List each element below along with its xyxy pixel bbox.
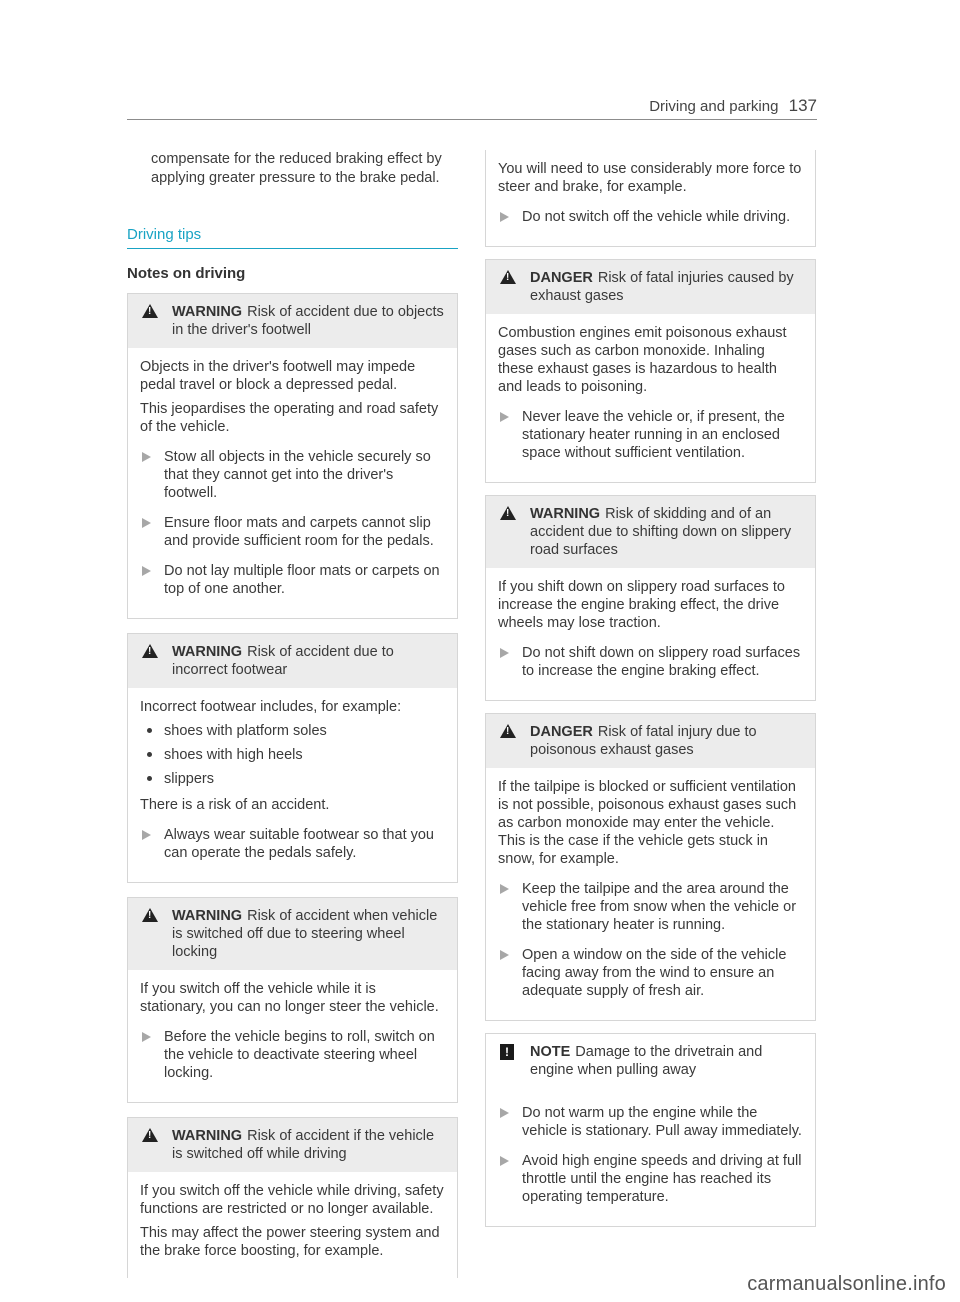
page-number: 137 [788,96,817,115]
instruction-step [140,514,445,550]
box-head [128,634,457,688]
warning-title: Risk of accident due to objects in the driver's footwell [172,304,444,338]
instruction-step [498,1152,803,1206]
danger-title: Risk of fatal injuries caused by exhaust gases [530,270,794,304]
bullet-item [140,722,445,740]
warning-keyword: WARNING [530,506,601,522]
bullet-text: shoes with high heels [164,747,303,763]
paragraph: If the tailpipe is blocked or sufficient ventilation is not possible, poisonous exhaust gases such as carbon monoxide may enter the vehicle. This is the case if the vehicle gets stuck in snow, for example. [498,779,797,867]
paragraph: Incorrect footwear includes, for example: [140,699,402,715]
step-text: Do not switch off the vehicle while driving. [522,209,791,225]
warning-box-continued [485,150,816,247]
warning-keyword: WARNING [172,644,243,660]
step-arrow-icon [142,830,151,840]
warning-triangle-icon [500,270,516,284]
box-body [486,1088,815,1226]
box-body [486,768,815,1020]
box-head [486,260,815,314]
note-keyword: NOTE [530,1044,571,1060]
warning-keyword: WARNING [172,1128,243,1144]
instruction-step [498,408,803,462]
warning-triangle-icon [142,304,158,318]
instruction-step [498,1104,803,1140]
box-body [128,688,457,882]
box-body [128,1172,457,1278]
warning-triangle-icon [142,1128,158,1142]
paragraph: Combustion engines emit poisonous exhaust gases such as carbon monoxide. Inhaling these exhaust gases is hazardous to health and leads to poisoning. [498,325,787,395]
warning-title: Risk of accident when vehicle is switched off due to steering wheel locking [172,908,438,960]
box-head [486,1034,815,1088]
box-body [486,314,815,482]
warning-triangle-icon [142,644,158,658]
step-arrow-icon [500,1108,509,1118]
warning-box-footwear [127,633,458,883]
step-arrow-icon [142,1032,151,1042]
instruction-step [498,644,803,680]
section-title: Driving tips [127,226,458,249]
warning-title: Risk of skidding and of an accident due to shifting down on slippery road surfaces [530,506,792,558]
warning-title: Risk of accident if the vehicle is switched off while driving [172,1128,435,1162]
paragraph: Objects in the driver's footwell may impede pedal travel or block a depressed pedal. [140,359,416,393]
step-text: Never leave the vehicle or, if present, the stationary heater running in an enclosed space without sufficient ventilation. [522,409,785,461]
intro-text: compensate for the reduced braking effect by applying greater pressure to the brake pedal. [151,151,442,186]
warning-triangle-icon [142,908,158,922]
step-text: Ensure floor mats and carpets cannot slip and provide sufficient room for the pedals. [164,515,434,549]
warning-triangle-icon [500,724,516,738]
header-section: Driving and parking [649,98,779,115]
paragraph: You will need to use considerably more force to steer and brake, for example. [498,161,802,195]
paragraph: If you switch off the vehicle while it is stationary, you can no longer steer the vehicle. [140,981,439,1015]
step-arrow-icon [500,884,509,894]
danger-keyword: DANGER [530,270,593,286]
step-text: Do not shift down on slippery road surfaces to increase the engine braking effect. [522,645,801,679]
page-header [649,96,817,116]
warning-triangle-icon [500,506,516,520]
step-arrow-icon [142,518,151,528]
step-text: Stow all objects in the vehicle securely so that they cannot get into the driver's footwell. [164,449,431,501]
warning-keyword: WARNING [172,908,243,924]
warning-box-objects [127,293,458,619]
right-column [485,150,816,1227]
left-column [127,150,458,1278]
instruction-step [140,562,445,598]
instruction-step [140,448,445,502]
note-box-drivetrain [485,1033,816,1227]
danger-title: Risk of fatal injury due to poisonous exhaust gases [530,724,757,758]
instruction-step [140,1028,445,1082]
paragraph: If you shift down on slippery road surfaces to increase the engine braking effect, the drive wheels may lose traction. [498,579,785,631]
step-text: Do not warm up the engine while the vehicle is stationary. Pull away immediately. [522,1105,802,1139]
box-body [486,150,815,246]
watermark: carmanualsonline.info [747,1273,946,1295]
step-text: Keep the tailpipe and the area around the vehicle free from snow when the vehicle or the stationary heater is running. [522,881,797,933]
subsection-title: Notes on driving [127,265,246,282]
bullet-text: shoes with platform soles [164,723,327,739]
bullet-item [140,770,445,788]
warning-box-steering-lock [127,897,458,1103]
bullet-dot-icon [147,752,152,757]
note-title: Damage to the drivetrain and engine when pulling away [530,1044,763,1078]
paragraph: If you switch off the vehicle while driving, safety functions are restricted or no longer available. [140,1183,444,1217]
step-arrow-icon [500,1156,509,1166]
warning-box-switched-off [127,1117,458,1278]
header-rule [127,119,817,120]
danger-box-exhaust [485,259,816,483]
step-text: Open a window on the side of the vehicle facing away from the wind to ensure an adequate supply of fresh air. [522,947,787,999]
box-head [486,496,815,568]
paragraph: This may affect the power steering system and the brake force boosting, for example. [140,1225,440,1259]
box-body [128,970,457,1102]
box-head [486,714,815,768]
step-arrow-icon [142,452,151,462]
warning-box-skidding [485,495,816,701]
step-arrow-icon [500,412,509,422]
box-head [128,1118,457,1172]
warning-keyword: WARNING [172,304,243,320]
instruction-step [498,946,803,1000]
warning-title: Risk of accident due to incorrect footwear [172,644,394,678]
instruction-step [498,880,803,934]
instruction-step [498,208,803,226]
bullet-dot-icon [147,776,152,781]
step-arrow-icon [500,212,509,222]
step-text: Avoid high engine speeds and driving at full throttle until the engine has reached its operating temperature. [522,1153,802,1205]
box-body [486,568,815,700]
bullet-text: slippers [164,771,214,787]
step-arrow-icon [500,648,509,658]
danger-box-tailpipe [485,713,816,1021]
bullet-dot-icon [147,728,152,733]
paragraph: This jeopardises the operating and road safety of the vehicle. [140,401,439,435]
bullet-item [140,746,445,764]
exclamation-icon: ! [500,1044,514,1060]
danger-keyword: DANGER [530,724,593,740]
paragraph: There is a risk of an accident. [140,797,330,813]
box-head [128,294,457,348]
step-text: Do not lay multiple floor mats or carpets on top of one another. [164,563,440,597]
step-text: Always wear suitable footwear so that you can operate the pedals safely. [164,827,434,861]
step-arrow-icon [500,950,509,960]
instruction-step [140,826,445,862]
box-body [128,348,457,618]
step-text: Before the vehicle begins to roll, switch on the vehicle to deactivate steering wheel locking. [164,1029,435,1081]
box-head [128,898,457,970]
step-arrow-icon [142,566,151,576]
